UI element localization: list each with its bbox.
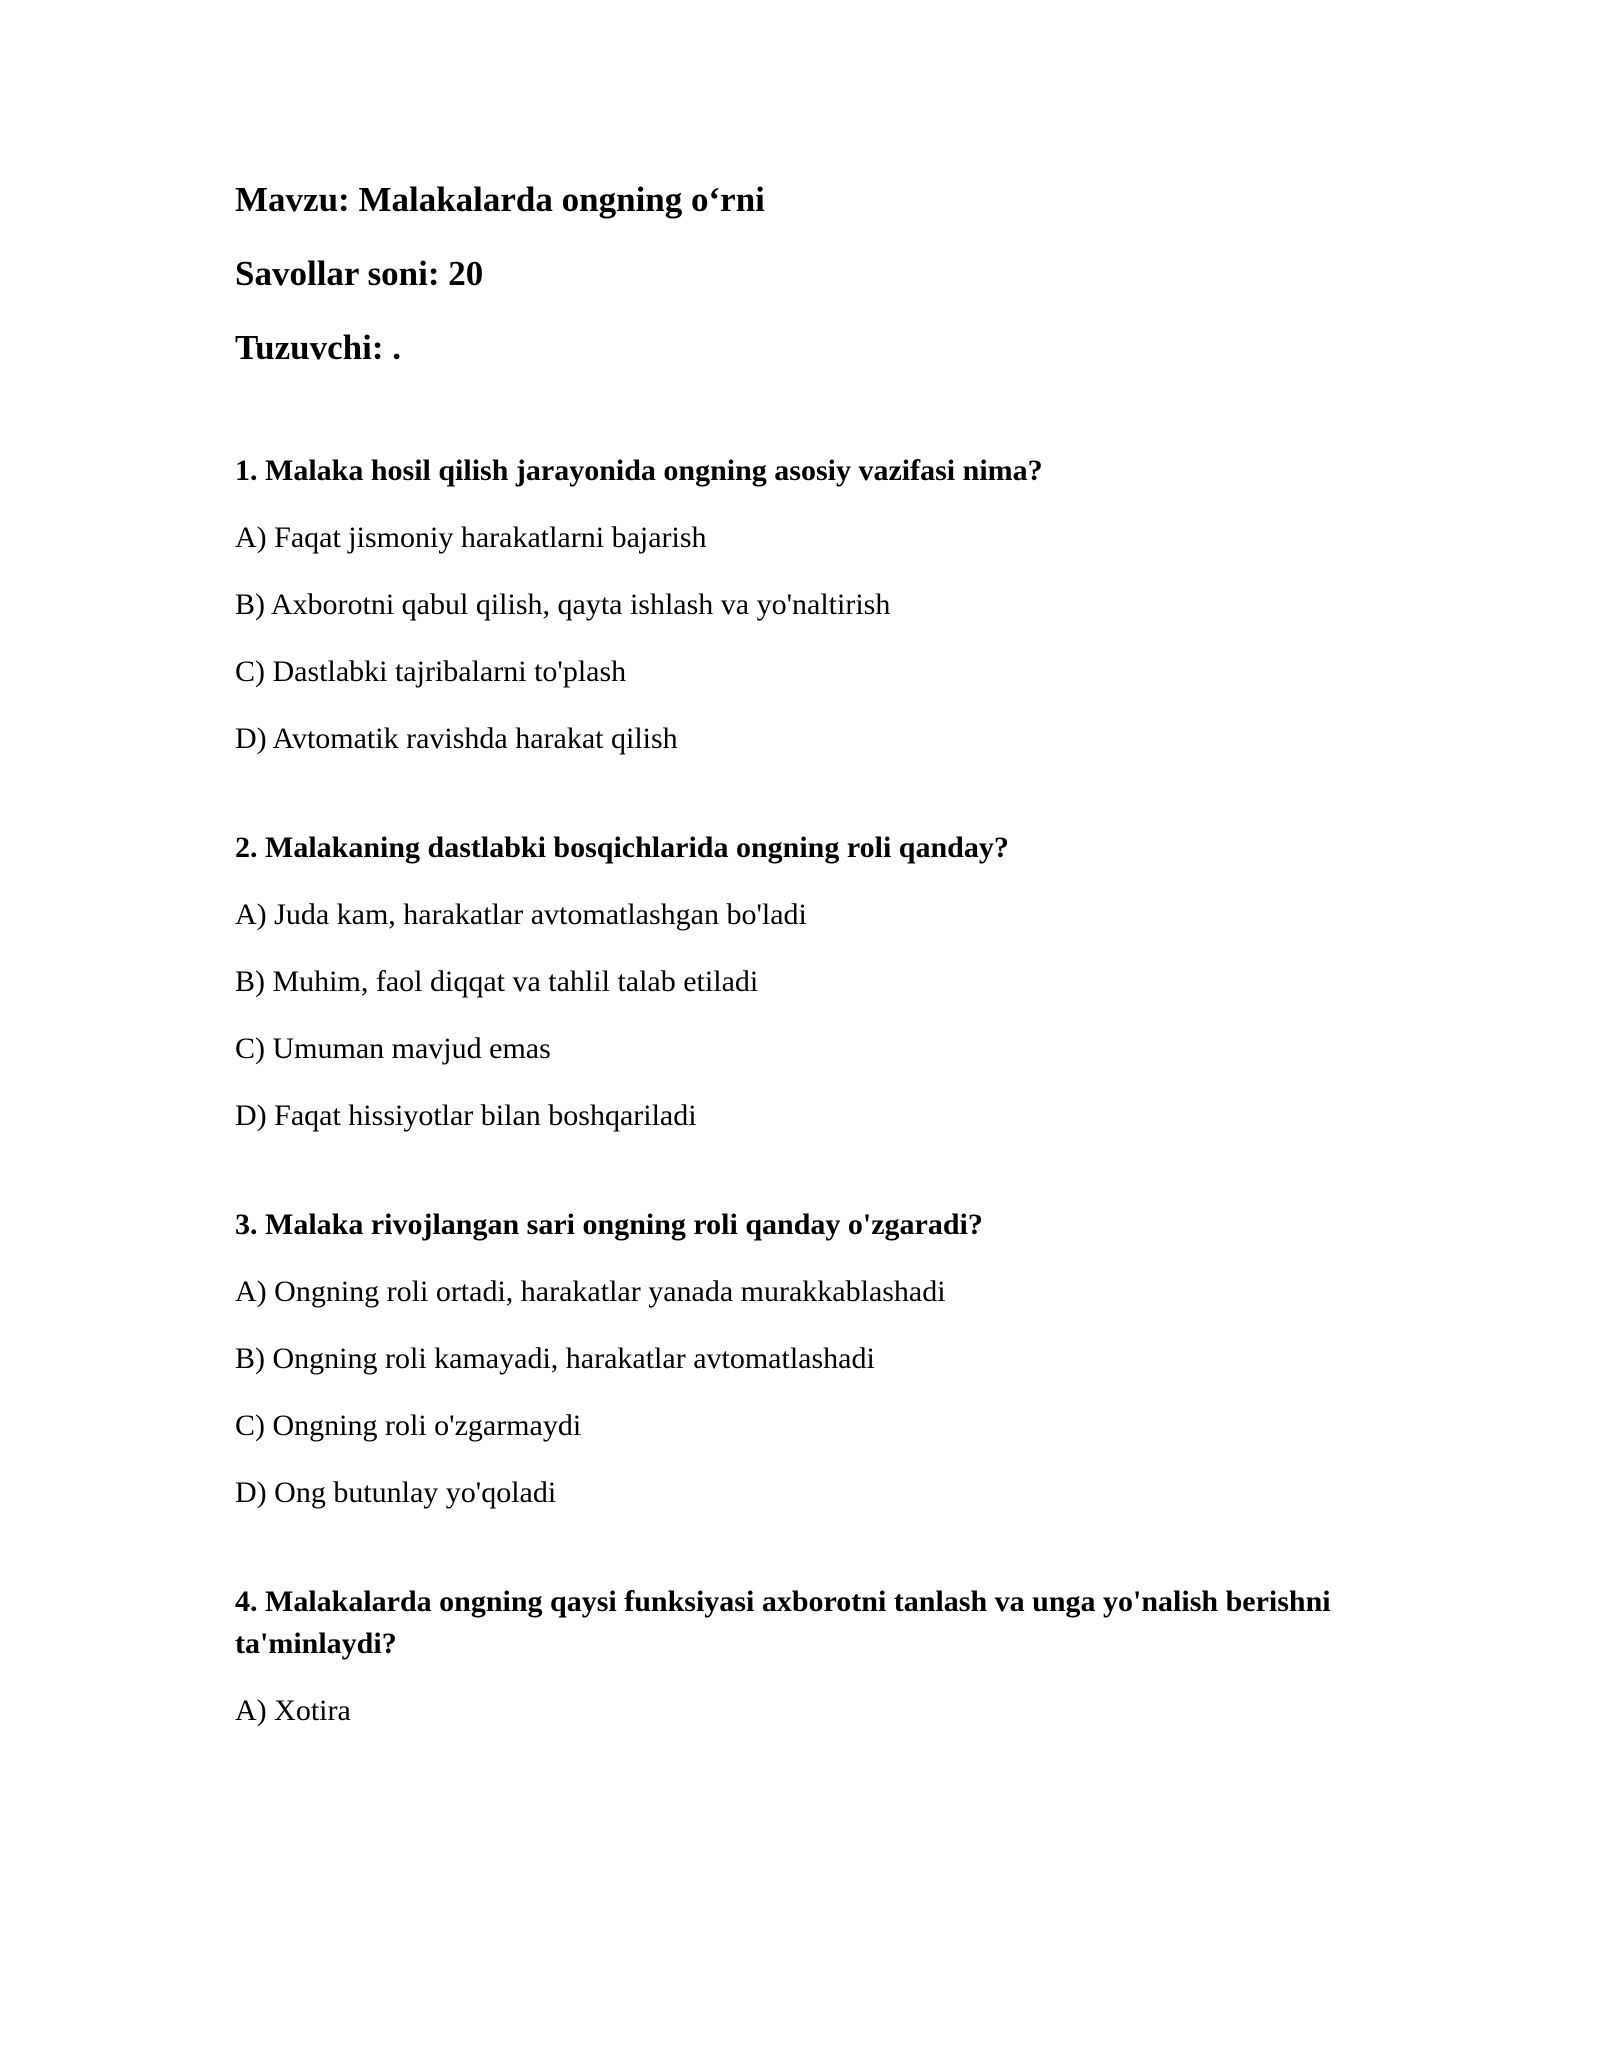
answer-option-b: B) Axborotni qabul qilish, qayta ishlash va yo'naltirish [235,588,891,621]
answer-option-b: B) Muhim, faol diqqat va tahlil talab etiladi [235,965,759,998]
answer-option-c: C) Dastlabki tajribalarni to'plash [235,655,627,688]
question-text: 2. Malakaning dastlabki bosqichlarida ongning roli qanday? [235,831,1009,864]
answer-option-d: D) Faqat hissiyotlar bilan boshqariladi [235,1099,697,1132]
answer-option-a: A) Faqat jismoniy harakatlarni bajarish [235,521,707,554]
answer-option-b: B) Ongning roli kamayadi, harakatlar avtomatlashadi [235,1342,875,1375]
question-text: 3. Malaka rivojlangan sari ongning roli qanday o'zgaradi? [235,1208,983,1241]
answer-option-a: A) Juda kam, harakatlar avtomatlashgan bo'ladi [235,898,807,931]
question-4 [235,1581,1365,1731]
answer-option-d: D) Avtomatik ravishda harakat qilish [235,722,678,755]
question-text: 4. Malakalarda ongning qaysi funksiyasi axborotni tanlash va unga yo'nalish berishni ta'minlaydi? [235,1585,1331,1660]
question-2 [235,827,1365,1136]
question-count: Savollar soni: 20 [235,254,484,293]
question-1 [235,450,1365,759]
author-line: Tuzuvchi: . [235,328,401,367]
question-text: 1. Malaka hosil qilish jarayonida ongning asosiy vazifasi nima? [235,454,1043,487]
answer-option-d: D) Ong butunlay yo'qoladi [235,1476,557,1509]
topic-heading: Mavzu: Malakalarda ongning o‘rni [235,180,765,219]
answer-option-a: A) Xotira [235,1694,351,1727]
answer-option-a: A) Ongning roli ortadi, harakatlar yanada murakkablashadi [235,1275,946,1308]
question-3 [235,1204,1365,1513]
document-page [235,180,1365,1799]
answer-option-c: C) Umuman mavjud emas [235,1032,551,1065]
answer-option-c: C) Ongning roli o'zgarmaydi [235,1409,582,1442]
